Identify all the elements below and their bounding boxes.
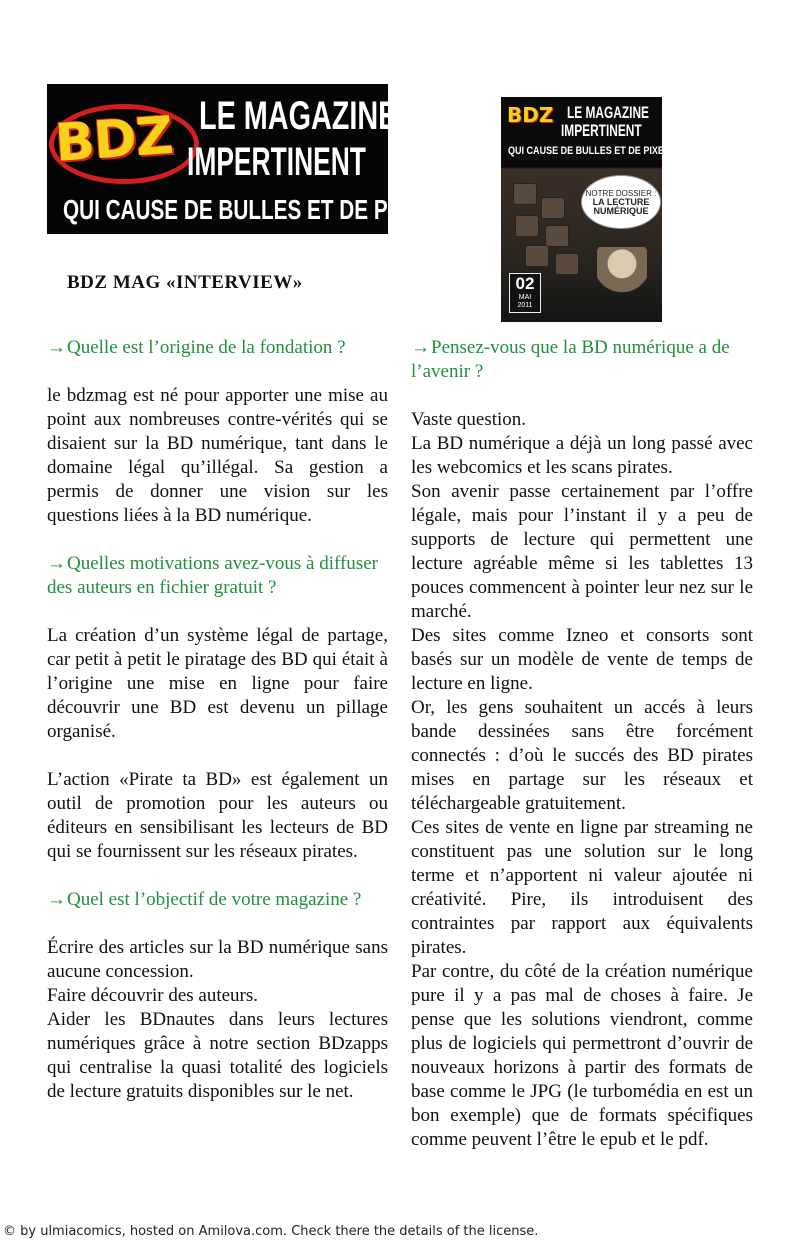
answer-paragraph: Or, les gens souhaitent un accés à leurs bande dessinées sans être forcément connectés : d’où le succés des BD pirates mises en partage sur les réseaux et téléchargeable gratuitement. <box>411 697 753 814</box>
keyboard-key <box>555 253 579 275</box>
issue-badge <box>509 273 541 313</box>
left-column <box>47 336 388 1104</box>
cover-line-2: IMPERTINENT <box>561 121 642 140</box>
issue-year: 2011 <box>517 302 533 309</box>
right-column <box>411 336 753 1152</box>
banner-line-3: QUI CAUSE DE BULLES ET DE PIXELS <box>63 194 448 225</box>
keyboard-key <box>513 183 537 205</box>
arrow-icon: → <box>47 553 66 574</box>
issue-number: 02 <box>515 274 535 293</box>
issue-month: MAI <box>518 294 532 301</box>
keyboard-key <box>525 245 549 267</box>
cover-line-3: QUI CAUSE DE BULLES ET DE PIXELS <box>508 145 676 157</box>
bdz-logo: BDZ <box>53 105 175 175</box>
answer-paragraph: Faire découvrir des auteurs. <box>47 985 259 1006</box>
banner-line-2: IMPERTINENT <box>187 140 366 184</box>
keyboard-key <box>515 215 539 237</box>
question-heading: →Quelles motivations avez-vous à diffuser des auteurs en fichier gratuit ? <box>47 553 378 598</box>
banner-line-1: LE MAGAZINE <box>199 94 398 138</box>
cover-bubble-small: NOTRE DOSSIER : <box>585 188 657 198</box>
answer-paragraph: le bdzmag est né pour apporter une mise au point aux nombreuses contre-vérités qui se disaient sur la BD numérique, tant dans le domaine légal qu’illégal. Sa gestion a permis de donner une vision sur les questions liées à la BD numérique. <box>47 385 388 526</box>
answer-paragraph: Des sites comme Izneo et consorts sont basés sur un modèle de vente de temps de lecture en ligne. <box>411 625 753 694</box>
arrow-icon: → <box>411 337 430 358</box>
arrow-icon: → <box>47 337 66 358</box>
magazine-cover <box>501 97 676 322</box>
cover-logo: BDZ <box>507 103 554 127</box>
answer-paragraph: Vaste question. <box>411 409 527 430</box>
answer-paragraph: La création d’un système légal de partage, car petit à petit le piratage des BD qui était à l’origine une mise en ligne pour faire découvrir une BD est devenu un pillage organisé. <box>47 625 388 742</box>
answer-paragraph: Par contre, du côté de la création numérique pure il y a pas mal de choses à faire. Je pense que les solutions viendront, comme plus de logiciels qui permettront d’ouvrir de nouveaux horizons à partir des formats de base comme le JPG (le turbomédia en est un bon exemple) que de formats spécifiques comme peuvent l’être le epub et le pdf. <box>411 961 753 1150</box>
answer-paragraph: Son avenir passe certainement par l’offre légale, mais pour l’instant il y a peu de supports de lecture qui permettent une lecture agréable même si les tablettes 13 pouces commencent à pointer leur nez sur le marché. <box>411 481 753 622</box>
arrow-icon: → <box>47 889 66 910</box>
question-heading: →Pensez-vous que la BD numérique a de l’avenir ? <box>411 337 730 382</box>
answer-paragraph: L’action «Pirate ta BD» est également un outil de promotion pour les auteurs ou éditeurs en sensibilisant les lecteurs de BD qui se fournissent sur les réseaux pirates. <box>47 769 388 862</box>
magazine-banner <box>47 84 448 234</box>
cover-bubble-big: LA LECTURE NUMÉRIQUE <box>592 196 650 216</box>
answer-paragraph: Écrire des articles sur la BD numérique sans aucune concession. <box>47 937 388 982</box>
question-heading: →Quel est l’objectif de votre magazine ? <box>47 889 362 910</box>
answer-paragraph: Ces sites de vente en ligne par streaming ne constituent pas une solution sur le long terme et n’apportent ni valeur ajoutée ni créativité. Pire, ils introduisent des contraintes par rapport aux équivalents pirates. <box>411 817 753 958</box>
answer-paragraph: La BD numérique a déjà un long passé avec les webcomics et les scans pirates. <box>411 433 753 478</box>
cover-speech-bubble <box>581 175 661 229</box>
answer-paragraph: Aider les BDnautes dans leurs lectures numériques grâce à notre section BDzapps qui centralise la quasi totalité des logiciels de lecture gratuits disponibles sur le net. <box>47 1009 388 1102</box>
keyboard-key <box>541 197 565 219</box>
question-heading: →Quelle est l’origine de la fondation ? <box>47 337 346 358</box>
keyboard-key <box>545 225 569 247</box>
character-illustration <box>597 247 647 303</box>
license-footer: © by ulmiacomics, hosted on Amilova.com. Check there the details of the license. <box>3 1224 539 1239</box>
cover-line-1: LE MAGAZINE <box>567 103 649 122</box>
interview-title: BDZ MAG «INTERVIEW» <box>67 272 303 293</box>
